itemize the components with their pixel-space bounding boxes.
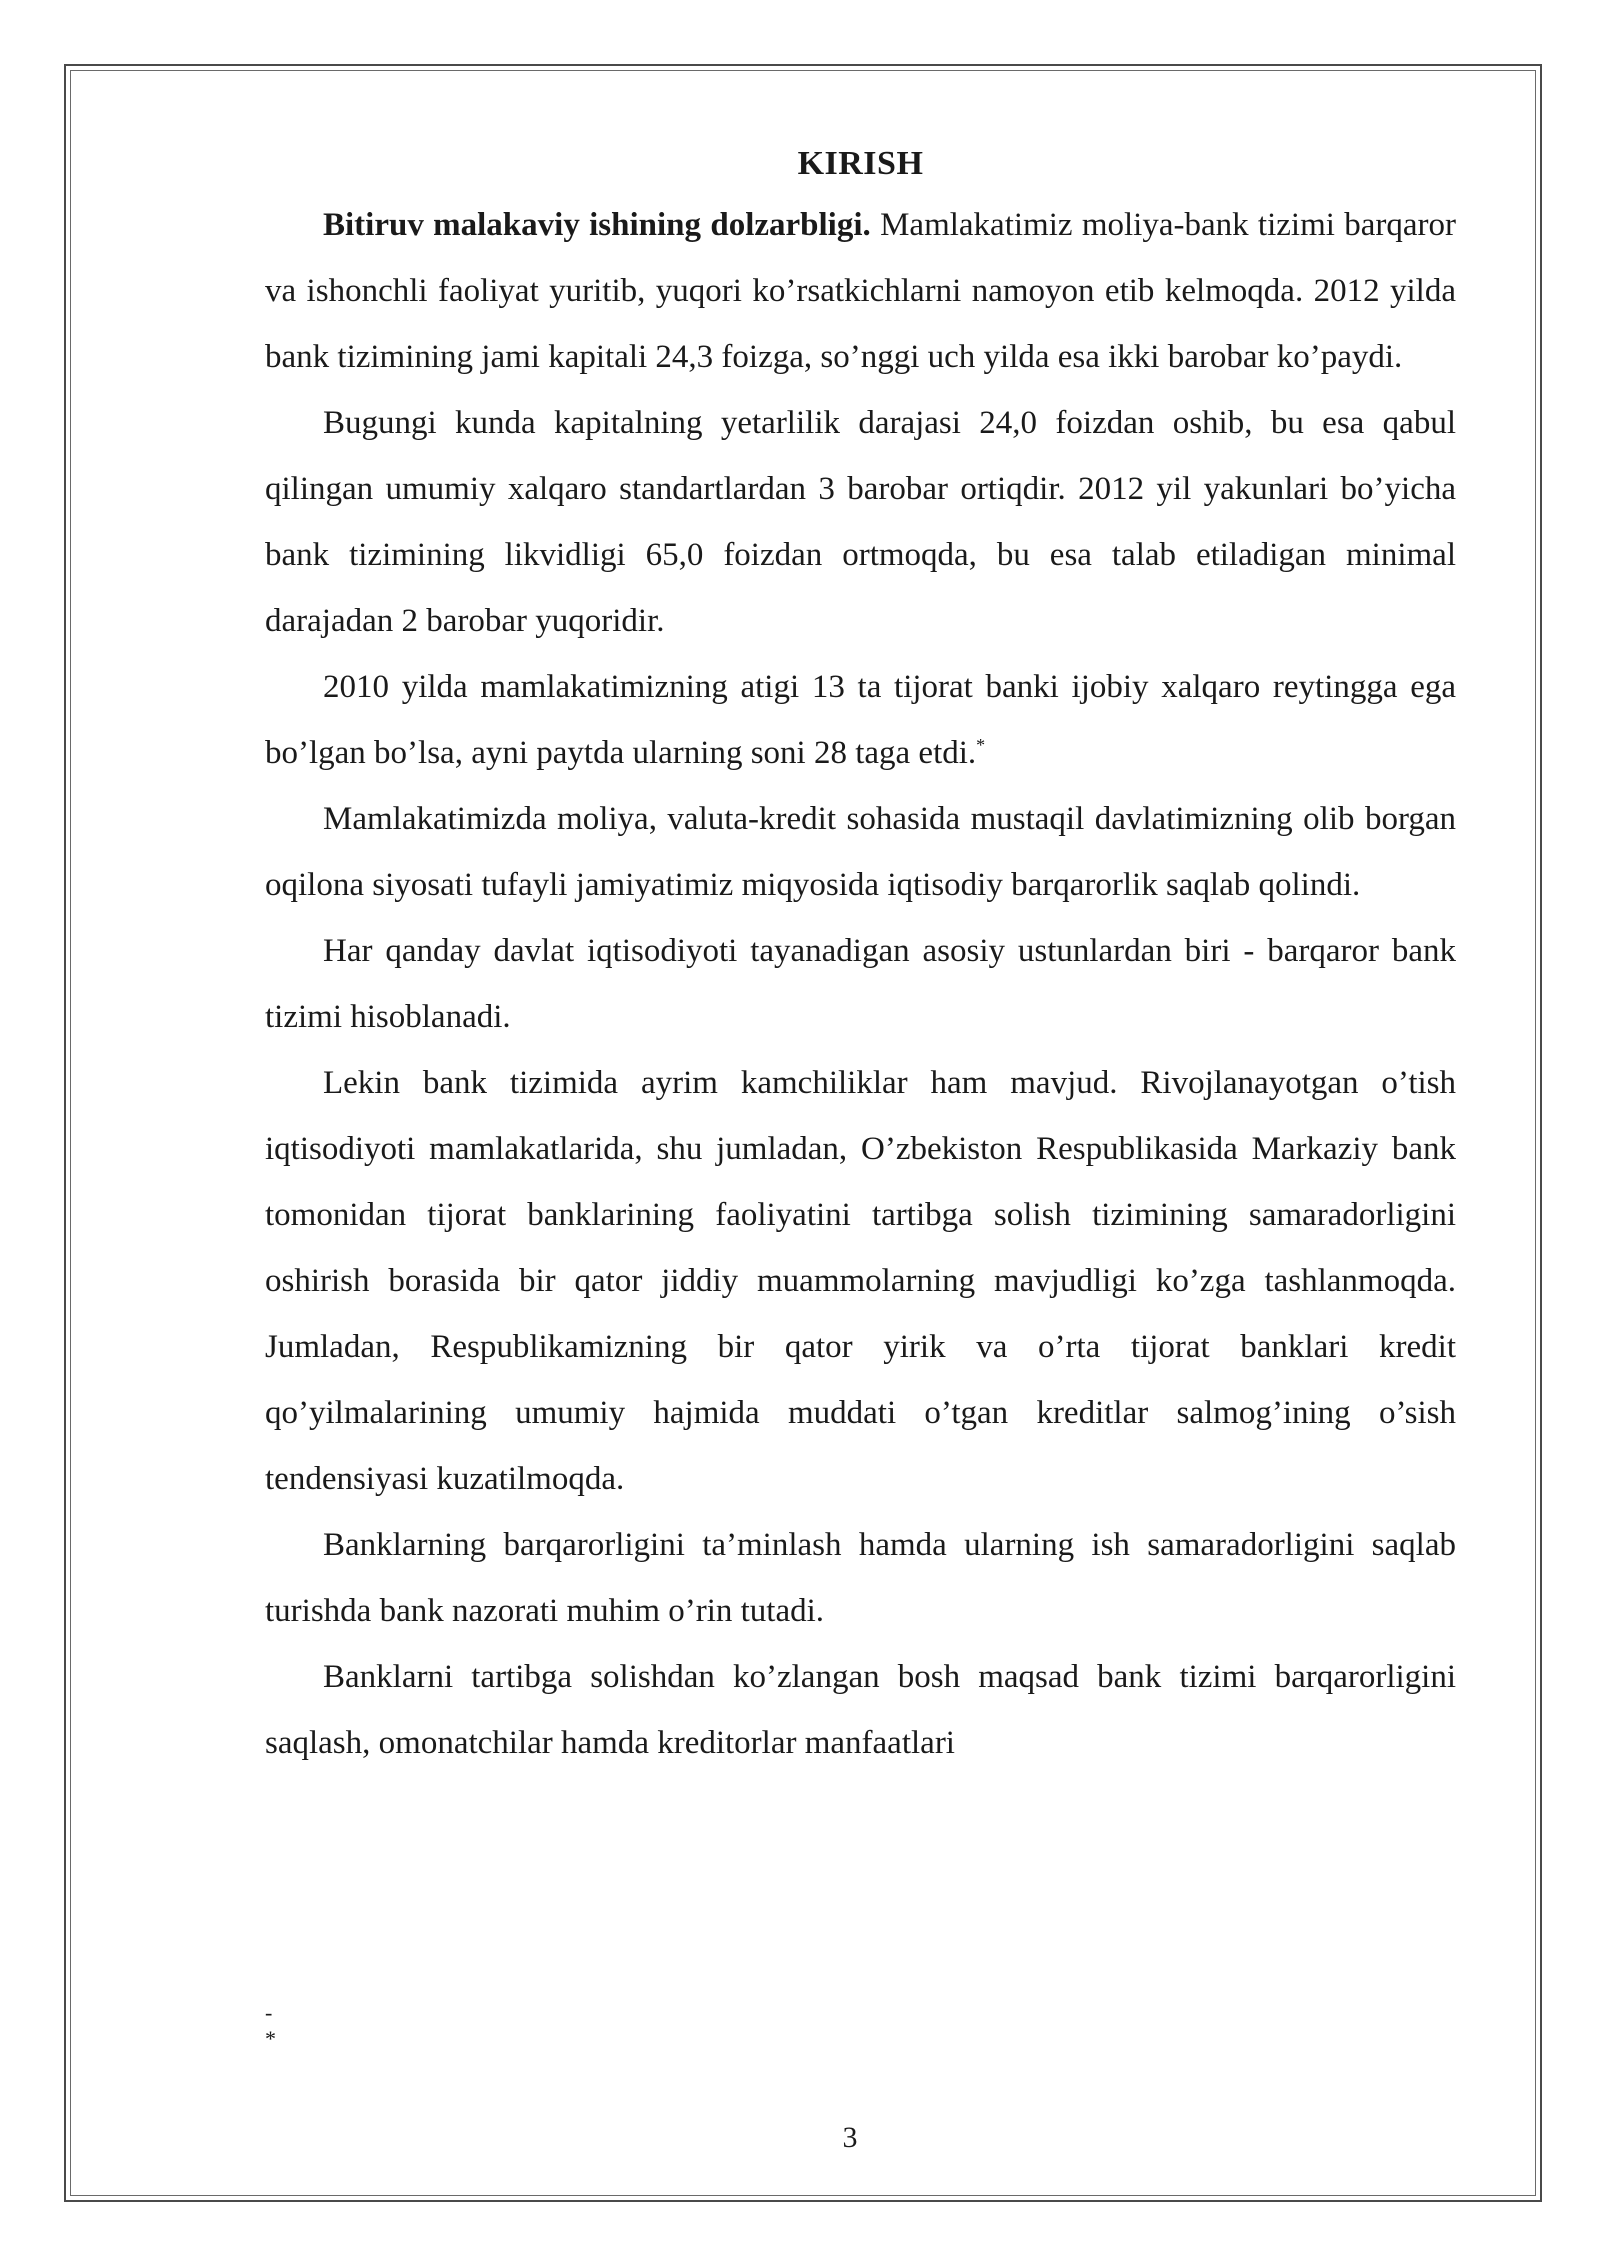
paragraph-ratings: [265, 654, 1456, 786]
footnotes-area: [265, 2000, 276, 2052]
paragraph-relevance: [265, 192, 1456, 390]
paragraph-banking-pillar: [265, 918, 1456, 1050]
paragraph-text: Banklarning barqarorligini ta’minlash hamda ularning ish samaradorligini saqlab turishda bank nazorati muhim o’rin tutadi.: [265, 1527, 1456, 1629]
paragraph-text: Bugungi kunda kapitalning yetarlilik darajasi 24,0 foizdan oshib, bu esa qabul qilingan umumiy xalqaro standartlardan 3 barobar ortiqdir. 2012 yil yakunlari bo’yicha bank tizimining likvidligi 65,0 foizdan ortmoqda, bu esa talab etiladigan minimal darajadan 2 barobar yuqoridir.: [265, 405, 1456, 639]
paragraph-text: Banklarni tartibga solishdan ko’zlangan bosh maqsad bank tizimi barqarorligini saqlash, omonatchilar hamda kreditorlar manfaatlari: [265, 1659, 1456, 1761]
paragraph-text: 2010 yilda mamlakatimizning atigi 13 ta tijorat banki ijobiy xalqaro reytingga ega bo’lgan bo’lsa, ayni paytda ularning soni 28 taga etdi.: [265, 669, 1456, 771]
paragraph-text: Mamlakatimizda moliya, valuta-kredit sohasida mustaqil davlatimizning olib borgan oqilona siyosati tufayli jamiyatimiz miqyosida iqtisodiy barqarorlik saqlab qolindi.: [265, 801, 1456, 903]
paragraph-shortcomings: [265, 1050, 1456, 1512]
footnote-reference-mark[interactable]: *: [976, 735, 986, 755]
page-number: 3: [842, 2121, 858, 2154]
footnote-separator: -: [265, 2000, 273, 2025]
paragraph-text: Mamlakatimiz moliya-bank tizimi barqaror va ishonchli faoliyat yuritib, yuqori ko’rsatkichlarni namoyon etib kelmoqda. 2012 yilda bank tizimining jami kapitali 24,3 foizga, so’nggi uch yilda esa ikki barobar ko’paydi.: [265, 207, 1456, 375]
paragraph-regulation-goal: [265, 1644, 1456, 1776]
paragraph-capital-adequacy: [265, 390, 1456, 654]
paragraph-text: Har qanday davlat iqtisodiyoti tayanadigan asosiy ustunlardan biri - barqaror bank tizimi hisoblanadi.: [265, 933, 1456, 1035]
paragraph-supervision: [265, 1512, 1456, 1644]
footnote-mark: *: [265, 2026, 276, 2051]
section-title: KIRISH: [797, 145, 924, 182]
paragraph-text: Lekin bank tizimida ayrim kamchiliklar ham mavjud. Rivojlanayotgan o’tish iqtisodiyoti mamlakatlarida, shu jumladan, O’zbekiston Respublikasida Markaziy bank tomonidan tijorat banklarining faoliyatini tartibga solish tizimining samaradorligini oshirish borasida bir qator jiddiy muammolarning mavjudligi ko’zga tashlanmoqda. Jumladan, Respublikamizning bir qator yirik va o’rta tijorat banklari kredit qo’yilmalarining umumiy hajmida muddati o’tgan kreditlar salmog’ining o’sish tendensiyasi kuzatilmoqda.: [265, 1065, 1456, 1497]
paragraph-lead-heading: Bitiruv malakaviy ishining dolzarbligi.: [323, 207, 871, 243]
paragraph-stability-policy: [265, 786, 1456, 918]
page-body: [265, 136, 1456, 1776]
